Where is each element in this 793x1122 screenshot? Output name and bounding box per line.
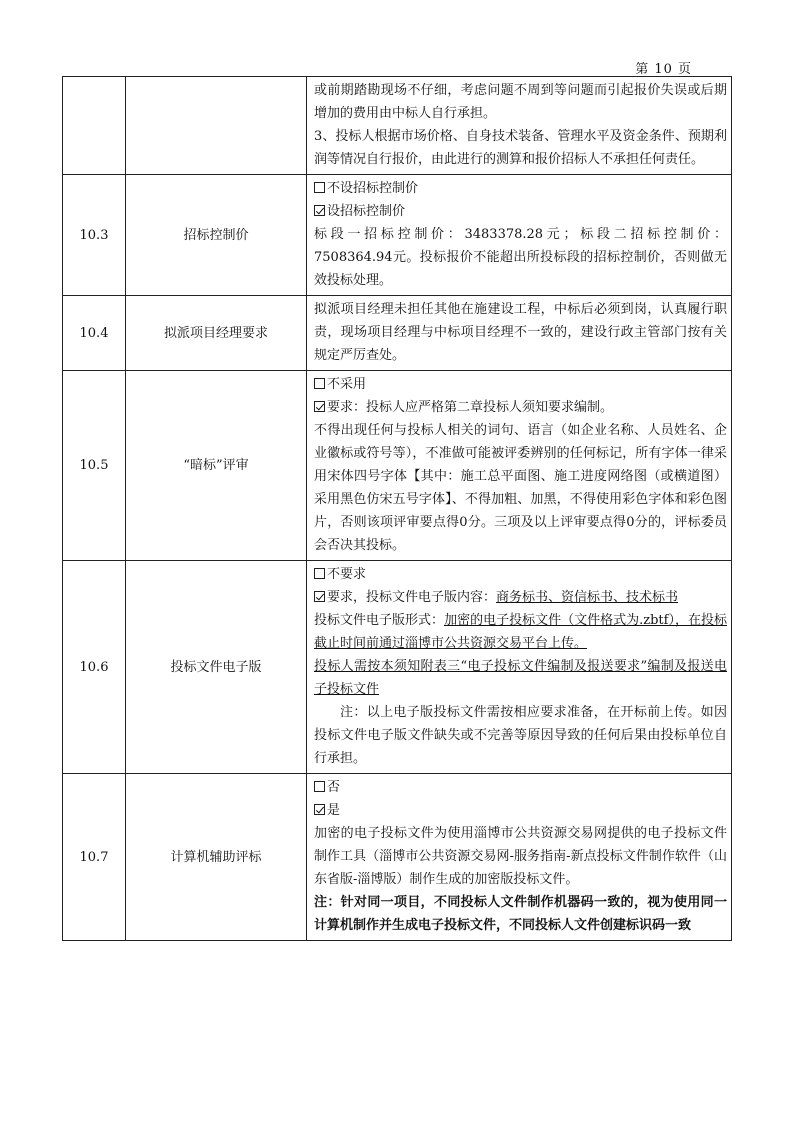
clause-number: 10.5 [63,371,126,561]
clause-item: 投标文件电子版 [126,561,307,774]
clause-item: 招标控制价 [126,175,307,296]
option-line [314,200,727,223]
bid-data-table [62,76,732,941]
clause-number: 10.4 [63,296,126,371]
note-paragraph: 注：以上电子版投标文件需按相应要求准备，在开标前上传。如因投标文件电子版文件缺失或不完善等原因导致的任何后果由投标单位自行承担。 [314,705,727,766]
content-paragraph: 拟派项目经理未担任其他在施建设工程，中标后必须到岗，认真履行职责，现场项目经理与中标项目经理不一致的，建设行政主管部门按有关规定严厉查处。 [314,302,727,363]
clause-content [307,371,732,561]
clause-content [307,774,732,941]
option-line [314,177,727,200]
unchecked-box-icon [314,182,325,193]
content-paragraph: 3、投标人根据市场价格、自身技术装备、管理水平及资金条件、预期利润等情况自行报价，由此进行的测算和报价招标人不承担任何责任。 [314,129,727,167]
clause-content [307,561,732,774]
checked-box-icon [314,205,325,216]
page-header [108,58,732,77]
option-label: 要求：投标人应严格第二章投标人须知要求编制。 [327,400,614,415]
option-label: 设招标控制价 [327,204,406,219]
option-line [314,776,727,799]
option-line [314,586,727,609]
clause-number [63,77,126,175]
clause-content [307,77,732,175]
option-line [314,563,727,586]
option-line [314,373,727,396]
table-row [63,561,732,774]
unchecked-box-icon [314,781,325,792]
option-label: 不要求 [327,567,367,582]
option-line [314,396,727,419]
unchecked-box-icon [314,568,325,579]
content-paragraph: 或前期踏勘现场不仔细，考虑问题不周到等问题而引起报价失误或后期增加的费用由中标人自行承担。 [314,83,727,121]
clause-number: 10.3 [63,175,126,296]
table-row [63,774,732,941]
content-paragraph: 投标人需按本须知附表三“电子投标文件编制及报送要求”编制及报送电子投标文件 [314,659,727,697]
note-paragraph: 注：针对同一项目，不同投标人文件制作机器码一致的，视为使用同一计算机制作并生成电子投标文件，不同投标人文件创建标识码一致 [314,895,727,933]
clause-item [126,77,307,175]
clause-item: 计算机辅助评标 [126,774,307,941]
option-line [314,799,727,822]
content-paragraph: 标段一招标控制价：3483378.28元；标段二招标控制价：7508364.94元。投标报价不能超出所投标段的招标控制价，否则做无效投标处理。 [314,227,727,288]
content-paragraph: 加密的电子投标文件为使用淄博市公共资源交易网提供的电子投标文件制作工具（淄博市公共资源交易网-服务指南-新点投标文件制作软件（山东省版-淄博版）制作生成的加密版投标文件。 [314,826,727,887]
checked-box-icon [314,401,325,412]
clause-number: 10.6 [63,561,126,774]
clause-item: 拟派项目经理要求 [126,296,307,371]
form-label: 投标文件电子版形式： [314,613,445,628]
page-number: 第 10 页 [635,62,692,77]
table-row [63,371,732,561]
content-paragraph: 不得出现任何与投标人相关的词句、语言（如企业名称、人员姓名、企业徽标或符号等），不准做可能被评委辨别的任何标记，所有字体一律采用宋体四号字体【其中：施工总平面图、施工进度网络图（或横道图）采用黑色仿宋五号字体】、不得加粗、加黑，不得使用彩色字体和彩色图片，否则该项评审要点得0分。三项及以上评审要点得0分的，评标委员会否决其投标。 [314,423,727,553]
table-row [63,175,732,296]
checked-box-icon [314,591,325,602]
content-paragraph [314,609,727,655]
clause-number: 10.7 [63,774,126,941]
table-row [63,77,732,175]
checked-box-icon [314,804,325,815]
option-label: 要求，投标文件电子版内容： [327,590,497,605]
clause-item: “暗标”评审 [126,371,307,561]
unchecked-box-icon [314,378,325,389]
option-label: 不设招标控制价 [327,181,419,196]
form-value: 加密的电子投标文件（文件格式为.zbtf），在投标截止时间前通过淄博市公共资源交易平台上传。 [314,613,727,651]
table-row [63,296,732,371]
option-label: 否 [327,780,341,795]
clause-content [307,296,732,371]
option-label: 是 [327,803,341,818]
electronic-content-list: 商务标书、资信标书、技术标书 [496,590,679,605]
clause-content [307,175,732,296]
option-label: 不采用 [327,377,367,392]
